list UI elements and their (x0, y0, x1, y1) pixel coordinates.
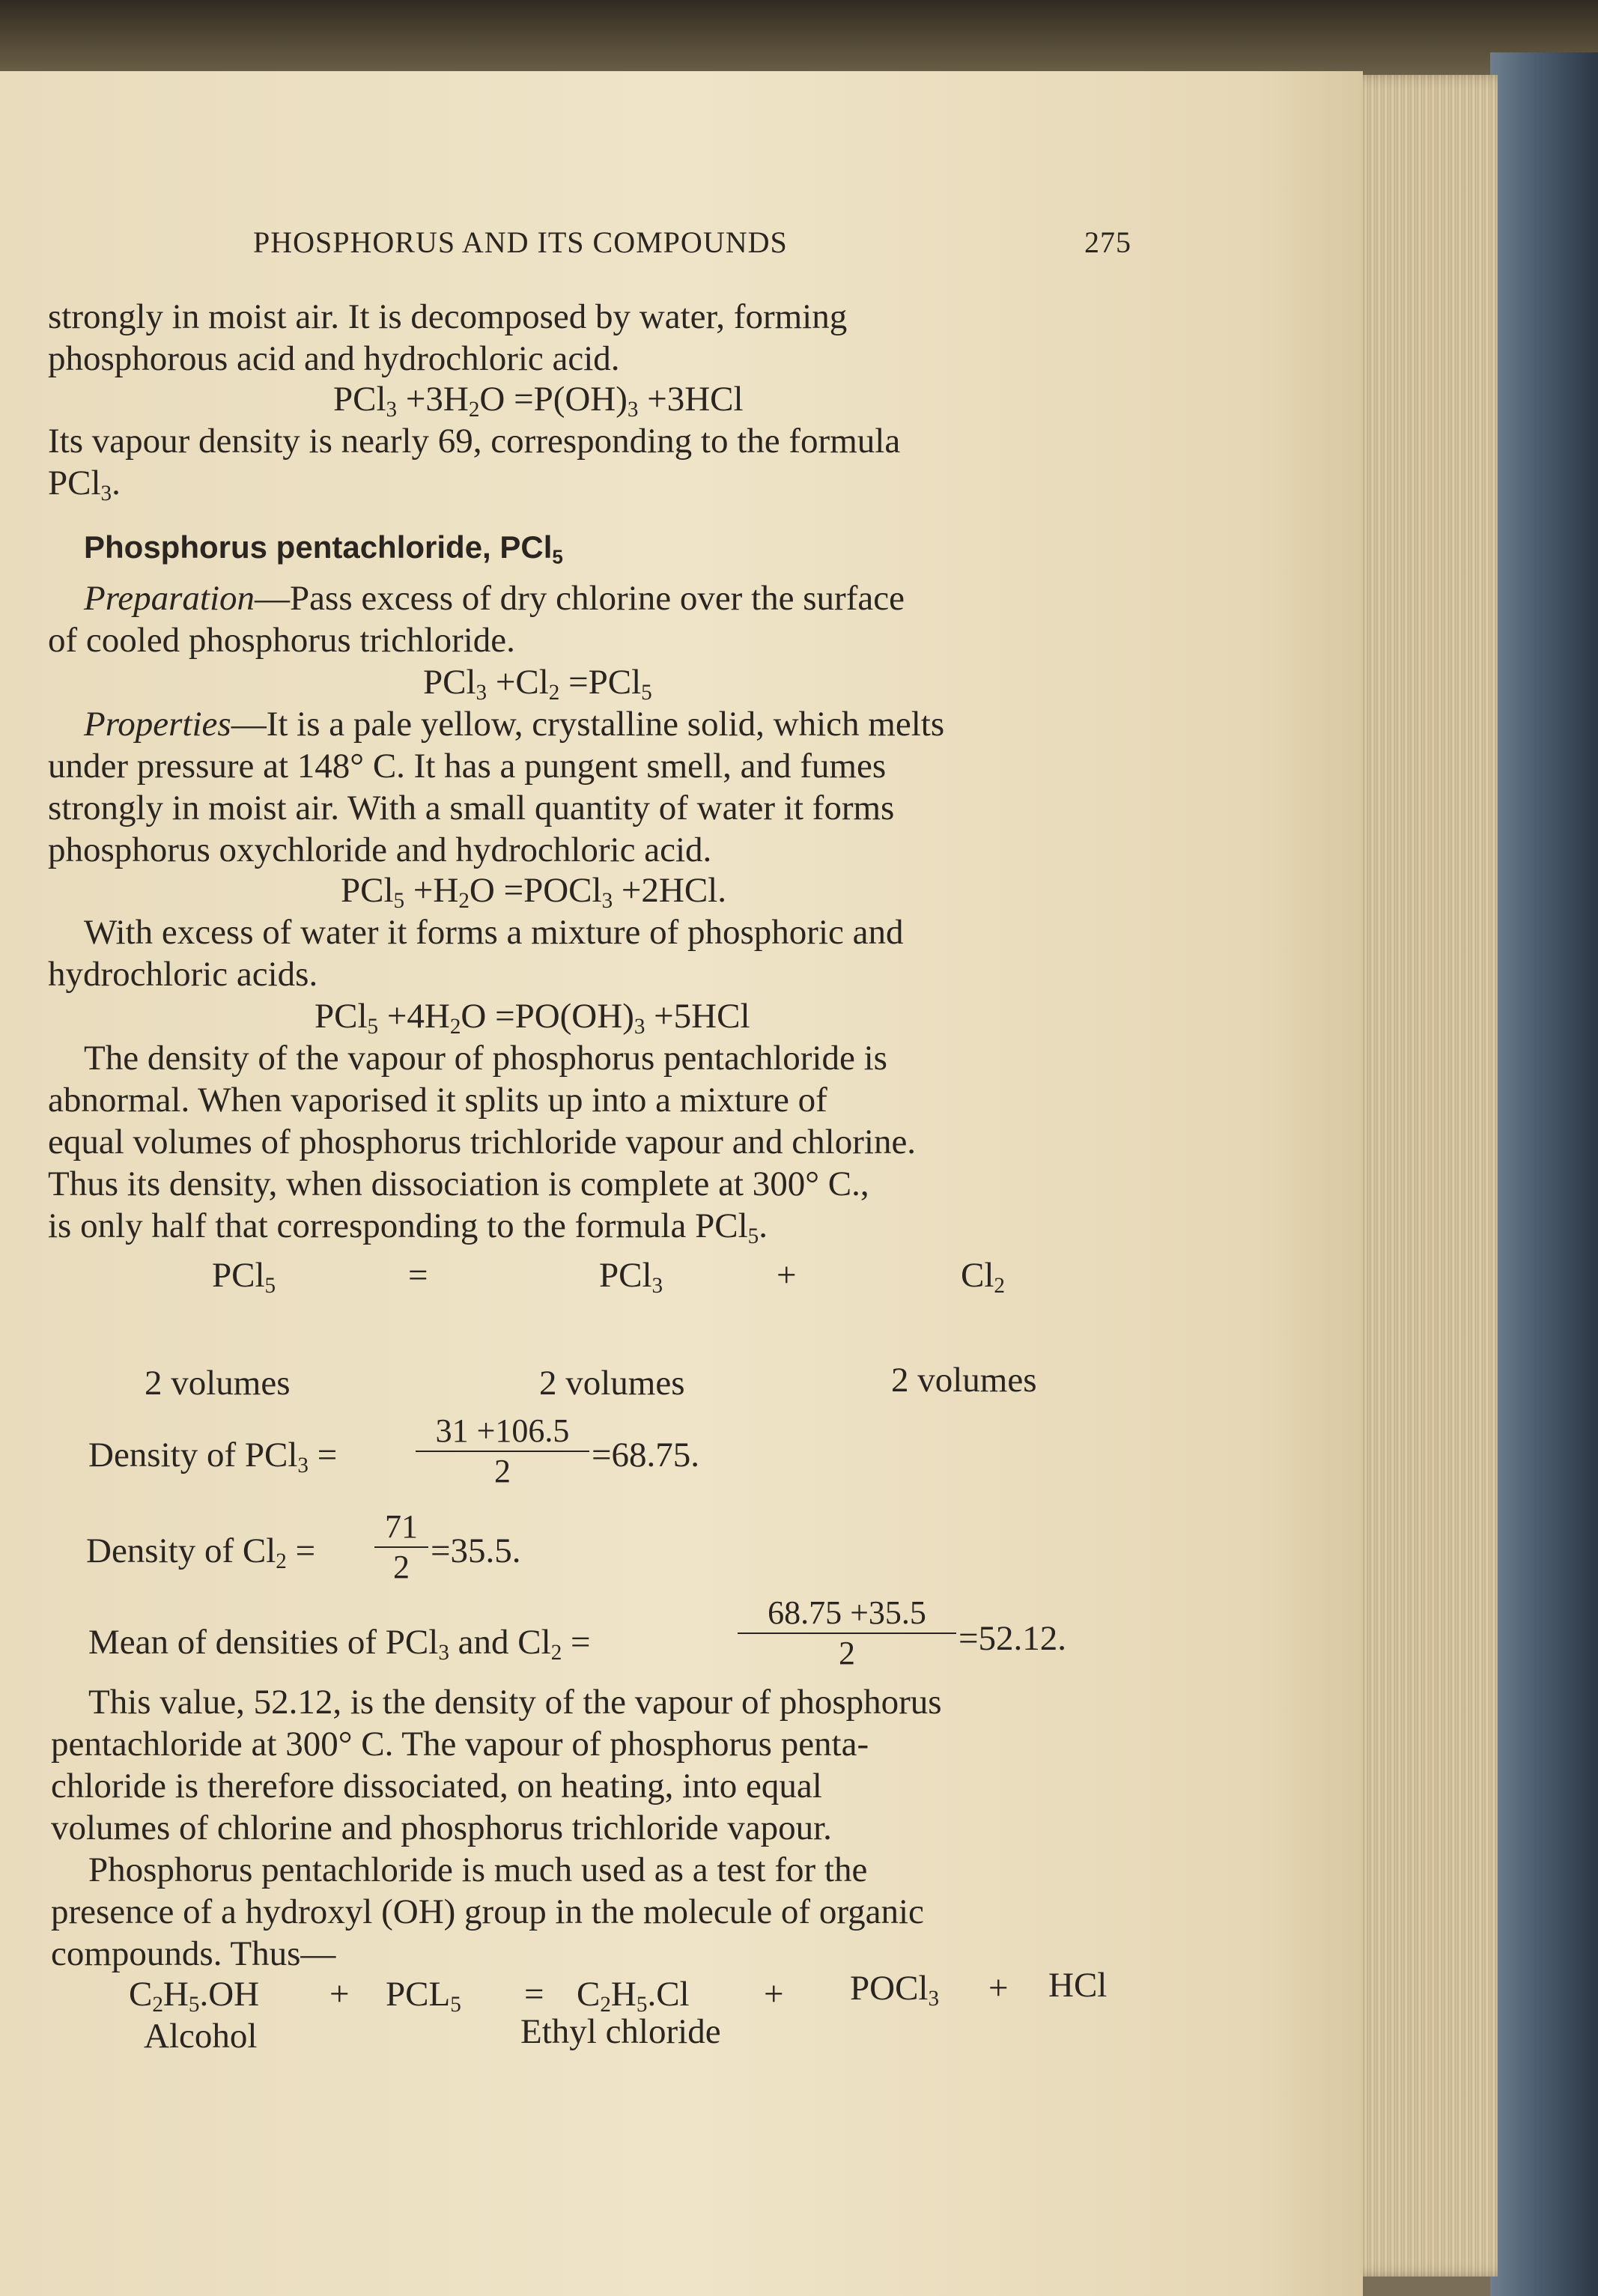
final-term-ethanol: $C_2H_5.OH$ (129, 1975, 260, 2017)
label-alcohol: Alcohol (144, 2017, 258, 2056)
numerator: 31 +106.5 (416, 1412, 589, 1452)
text-line: compounds. Thus— (51, 1934, 336, 1973)
text-line: strongly in moist air. With a small quantity of water it forms (48, 789, 895, 827)
final-term-pcl5: $PCL_5$ (386, 1975, 461, 2017)
text-line: pentachloride at 300° C. The vapour of phosphorus penta- (51, 1725, 869, 1764)
vol-term-cl2: $Cl_2$ (961, 1256, 1005, 1299)
final-term-hcl: HCl (1048, 1966, 1108, 2005)
text-line: abnormal. When vaporised it splits up into a mixture of (48, 1081, 827, 1120)
mean-density-result: =52.12. (959, 1619, 1067, 1658)
fraction-mean (738, 1594, 956, 1673)
mean-density-label: Mean of densities of PCl$_3$ and $Cl_2$ = (88, 1623, 591, 1665)
text-line: Its vapour density is nearly 69, corresponding to the formula (48, 422, 901, 461)
preparation-line: Preparation—Pass excess of dry chlorine over the surface (84, 579, 905, 618)
text-line: strongly in moist air. It is decomposed by water, forming (48, 297, 848, 336)
text-line: is only half that corresponding to the formula PCl$_5$. (48, 1206, 768, 1249)
book-page (0, 71, 1363, 2296)
label-ethyl-chloride: Ethyl chloride (520, 2012, 721, 2051)
running-header: PHOSPHORUS AND ITS COMPOUNDS (253, 225, 788, 259)
denominator: 2 (494, 1453, 511, 1489)
density-pcl3-label: Density of PCl$_3$ = (88, 1436, 338, 1478)
vol-equals: = (408, 1256, 428, 1295)
page-edges (1348, 75, 1498, 2277)
text-line: under pressure at 148° C. It has a pungent smell, and fumes (48, 747, 887, 786)
text-line: equal volumes of phosphorus trichloride vapour and chlorine. (48, 1123, 917, 1161)
text-line: phosphorous acid and hydrochloric acid. (48, 339, 620, 378)
denominator: 2 (839, 1635, 855, 1671)
denominator: 2 (393, 1549, 410, 1585)
text-line: presence of a hydroxyl (OH) group in the molecule of organic (51, 1892, 924, 1931)
text-line: With excess of water it forms a mixture of phosphoric and (84, 913, 904, 952)
fraction-cl2 (374, 1507, 428, 1587)
final-plus: + (764, 1975, 784, 2014)
density-pcl3-result: =68.75. (592, 1436, 700, 1475)
final-plus: + (988, 1969, 1009, 2008)
text-line: Thus its density, when dissociation is complete at 300° C., (48, 1164, 869, 1203)
properties-line: Properties—It is a pale yellow, crystalline solid, which melts (84, 705, 945, 744)
text-line: Phosphorus pentachloride is much used as a test for the (88, 1850, 868, 1889)
vol-term-pcl3: PCl$_3$ (599, 1256, 663, 1299)
vol-term-pcl5: PCl$_5$ (212, 1256, 276, 1299)
vol-label: 2 volumes (891, 1361, 1037, 1400)
final-term-pocl3: POCl$_3$ (850, 1969, 940, 2011)
equation-pcl5-formation: $PCl_3 +Cl_2 =PCl_5$ (423, 663, 652, 705)
text-line: This value, 52.12, is the density of the vapour of phosphorus (88, 1683, 942, 1722)
density-cl2-result: =35.5. (431, 1531, 521, 1570)
book-cover-edge (1490, 52, 1598, 2296)
text-line: The density of the vapour of phosphorus pentachloride is (84, 1039, 887, 1078)
equation-pcl5-water-small: $PCl_5 +H_2O$ =POCl$_3$ +2HCl. (341, 871, 726, 914)
book-spine-top (0, 0, 1598, 75)
text-line: hydrochloric acids. (48, 955, 318, 994)
text-line: chloride is therefore dissociated, on heating, into equal (51, 1767, 822, 1805)
text-line: PCl$_3$. (48, 464, 121, 506)
vol-label: 2 volumes (539, 1364, 685, 1403)
text-line: volumes of chlorine and phosphorus trichloride vapour. (51, 1808, 832, 1847)
text-line: phosphorus oxychloride and hydrochloric acid. (48, 830, 712, 869)
vol-label: 2 volumes (145, 1364, 291, 1403)
text-line: of cooled phosphorus trichloride. (48, 621, 515, 660)
numerator: 71 (374, 1507, 428, 1548)
fraction-pcl3 (416, 1412, 589, 1491)
vol-plus: + (777, 1256, 797, 1295)
equation-pcl3-hydrolysis: $PCl_3 +3H_2O =P(OH)_3 +3HCl$ (333, 380, 744, 422)
density-cl2-label: Density of $Cl_2$ = (86, 1531, 316, 1574)
final-plus: + (329, 1975, 350, 2014)
numerator: 68.75 +35.5 (738, 1594, 956, 1634)
section-heading: Phosphorus pentachloride, PCl$_5$ (84, 529, 563, 568)
final-equals: = (524, 1975, 544, 2014)
equation-pcl5-water-excess: $PCl_5 +4H_2O =PO(OH)_3 +5HCl$ (315, 997, 750, 1039)
final-term-ethyl-chloride: $C_2H_5.Cl$ (577, 1975, 690, 2017)
page-number: 275 (1084, 225, 1131, 259)
